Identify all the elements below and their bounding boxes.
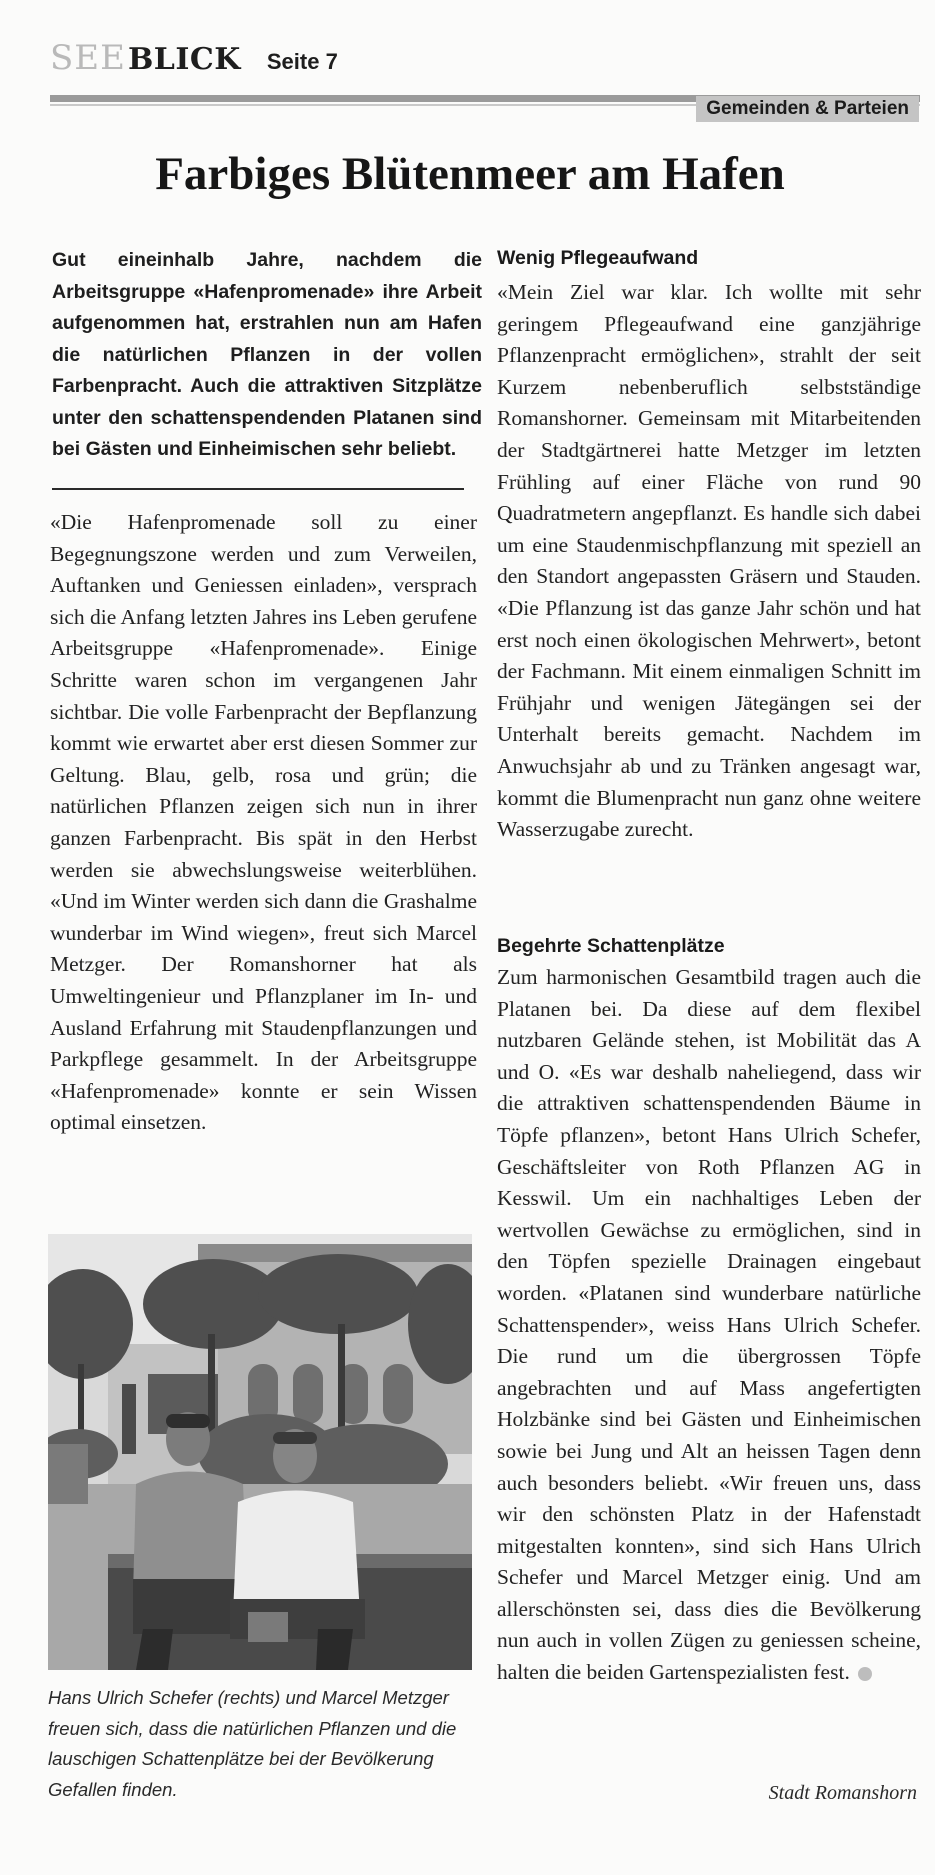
logo-see: SEE bbox=[50, 38, 126, 78]
end-mark bbox=[858, 1667, 872, 1681]
masthead bbox=[50, 38, 338, 84]
article-headline: Farbiges Blütenmeer am Hafen bbox=[155, 148, 785, 200]
body-paragraph-right-2 bbox=[497, 962, 921, 1689]
subhead-schattenplaetze: Begehrte Schattenplätze bbox=[497, 935, 725, 957]
page-number: Seite 7 bbox=[266, 49, 338, 74]
section-tag: Gemeinden & Parteien bbox=[696, 96, 919, 122]
body-column-left bbox=[50, 507, 477, 1139]
subhead-pflegeaufwand: Wenig Pflegeaufwand bbox=[497, 247, 699, 269]
article-lead: Gut eineinhalb Jahre, nachdem die Arbeitsgruppe «Hafenpromenade» ihre Arbeit aufgenommen hat, erstrahlen nun am Hafen die natürlichen Pflanzen in der vollen Farbenpracht. Auch die attraktiven Sitzplätze unter den schattenspendenden Platanen sind bei Gästen und Einheimischen sehr beliebt. bbox=[52, 249, 482, 460]
lead-divider bbox=[52, 488, 464, 490]
body-column-right-1 bbox=[497, 277, 921, 846]
byline: Stadt Romanshorn bbox=[768, 1782, 917, 1804]
photo-scene bbox=[48, 1234, 472, 1670]
logo-blick: BLICK bbox=[127, 42, 241, 77]
body-column-right-2 bbox=[497, 962, 921, 1689]
body-paragraph-right-1: «Mein Ziel war klar. Ich wollte mit sehr geringem Pflegeaufwand eine ganzjährige Pflanzenpracht ermöglichen», strahlt der seit Kurzem nebenberuflich selbstständige Romanshorner. Gemeinsam mit Mitarbeitenden der Stadtgärtnerei hatte Metzger im letzten Frühling auf einer Fläche von rund 90 Quadratmetern angepflanzt. Es handle sich dabei um eine Staudenmischpflanzung mit speziell an den Standort angepassten Gräsern und Stauden. «Die Pflanzung ist das ganze Jahr schön und hat erst noch einen ökologischen Mehrwert», betont der Fachmann. Mit einem einmaligen Schnitt im Frühjahr und wenigen Jätegängen sei der Unterhalt bereits gemacht. Nachdem im Anwuchsjahr ab und zu Tränken angesagt war, kommt die Blumenpracht nun ganz ohne weitere Wasserzugabe zurecht. bbox=[497, 280, 921, 842]
body-text-right-2: Zum harmonischen Gesamtbild tragen auch die Platanen bei. Da diese auf dem flexibel nutzbaren Gelände stehen, ist Mobilität das A und O. «Es war deshalb naheliegend, dass wir die attraktiven schattenspendenden Bäume in Töpfe pflanzen», betont Hans Ulrich Schefer, Geschäftsleiter von Roth Pflanzen AG in Kesswil. Um ein nachhaltiges Leben der wertvollen Gewächse zu ermöglichen, sind in den Töpfen spezielle Drainagen eingebaut worden. «Platanen sind wunderbare natürliche Schattenspender», weiss Hans Ulrich Schefer. Die rund um die übergrossen Töpfe angebrachten und auf Mass angefertigten Holzbänke sind bei Gästen und Einheimischen sowie bei Jung und Alt an heissen Tagen denn auch besonders beliebt. «Wir freuen uns, dass wir den schönsten Platz in der Hafenstadt mitgestalten konnten», sind sich Hans Ulrich Schefer und Marcel Metzger einig. Und am allerschönsten sei, dass dies die Bevölkerung nun auch in vollen Zügen zu geniessen scheine, halten die beiden Gartenspezialisten fest. bbox=[497, 965, 921, 1685]
article-photo bbox=[48, 1234, 472, 1670]
body-paragraph-left: «Die Hafenpromenade soll zu einer Begegnungszone werden und zum Verweilen, Auftanken und Geniessen einladen», versprach sich die Anfang letzten Jahres ins Leben gerufene Arbeitsgruppe «Hafenpromenade». Einige Schritte waren schon im vergangenen Jahr sichtbar. Die volle Farbenpracht der Bepflanzung kommt wie erwartet aber erst diesen Sommer zur Geltung. Blau, gelb, rosa und grün; die natürlichen Pflanzen zeigen sich nun in ihrer ganzen Farbenpracht. Bis spät in den Herbst werden sie abwechslungsweise weiterblühen. «Und im Winter werden sich dann die Grashalme wunderbar im Wind wiegen», freut sich Marcel Metzger. Der Romanshorner hat als Umweltingenieur und Pflanzplaner im In- und Ausland Erfahrung mit Staudenpflanzungen und Parkpflege gesammelt. In der Arbeitsgruppe «Hafenpromenade» konnte er sein Wissen optimal einsetzen. bbox=[50, 510, 477, 1135]
photo-caption: Hans Ulrich Schefer (rechts) und Marcel Metzger freuen sich, dass die natürlichen Pflanzen und die lauschigen Schattenplätze bei der Bevölkerung Gefallen finden. bbox=[48, 1687, 457, 1800]
